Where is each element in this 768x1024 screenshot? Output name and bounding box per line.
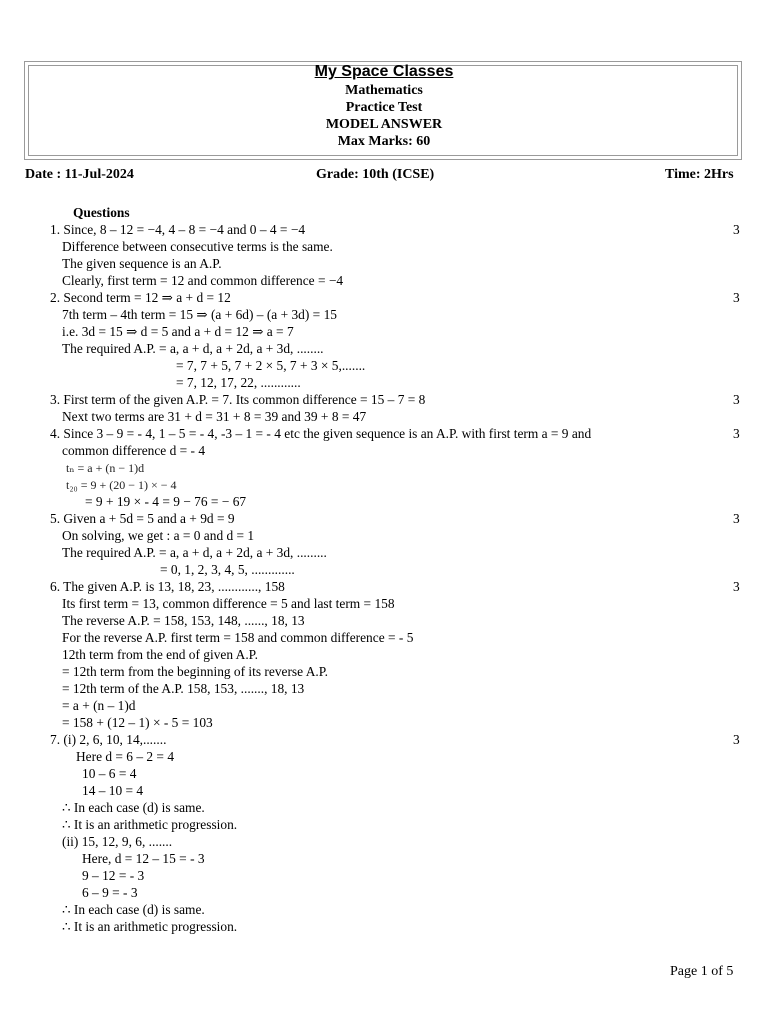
answer-line: Clearly, first term = 12 and common difference = −4 xyxy=(62,273,344,288)
answer-line: Here d = 6 – 2 = 4 xyxy=(76,749,175,764)
answer-line: The required A.P. = a, a + d, a + 2d, a + 3d, ........ xyxy=(62,341,324,356)
answer-line: = 0, 1, 2, 3, 4, 5, ............. xyxy=(160,562,295,577)
question-marks: 3 xyxy=(733,579,740,594)
answer-line: 2. Second term = 12 ⇒ a + d = 12 xyxy=(50,290,231,305)
answer-line: tₙ = a + (n − 1)d xyxy=(66,461,145,475)
institute-name: My Space Classes xyxy=(314,63,454,80)
answer-line: = 7, 7 + 5, 7 + 2 × 5, 7 + 3 × 5,....... xyxy=(176,358,366,373)
answer-line: ∴ In each case (d) is same. xyxy=(62,902,205,917)
grade: Grade: 10th (ICSE) xyxy=(316,167,435,182)
answer-line: For the reverse A.P. first term = 158 and common difference = - 5 xyxy=(62,630,414,645)
questions-heading: Questions xyxy=(73,205,130,220)
answer-line: ∴ It is an arithmetic progression. xyxy=(62,817,238,832)
answer-line: 7th term – 4th term = 15 ⇒ (a + 6d) – (a + 3d) = 15 xyxy=(62,307,337,322)
answer-type: MODEL ANSWER xyxy=(325,117,443,132)
answer-line: The given sequence is an A.P. xyxy=(62,256,222,271)
answer-line: i.e. 3d = 15 ⇒ d = 5 and a + d = 12 ⇒ a = 7 xyxy=(62,324,294,339)
answer-line: Here, d = 12 – 15 = - 3 xyxy=(82,851,205,866)
answer-line: = 9 + 19 × - 4 = 9 − 76 = − 67 xyxy=(85,494,247,509)
answer-line: The required A.P. = a, a + d, a + 2d, a + 3d, ......... xyxy=(62,545,327,560)
question-marks: 3 xyxy=(733,222,740,237)
answer-line: On solving, we get : a = 0 and d = 1 xyxy=(62,528,255,543)
answer-line: 9 – 12 = - 3 xyxy=(82,868,145,883)
test-type: Practice Test xyxy=(345,100,423,115)
answer-line: 4. Since 3 – 9 = - 4, 1 – 5 = - 4, -3 – 1 = - 4 etc the given sequence is an A.P. with first term a = 9 and xyxy=(50,426,592,441)
max-marks: Max Marks: 60 xyxy=(337,134,431,149)
answer-line: = 7, 12, 17, 22, ............ xyxy=(176,375,301,390)
answer-line: Its first term = 13, common difference = 5 and last term = 158 xyxy=(62,596,395,611)
answer-line: The reverse A.P. = 158, 153, 148, ......, 18, 13 xyxy=(62,613,305,628)
question-marks: 3 xyxy=(733,392,740,407)
subject-title: Mathematics xyxy=(345,83,423,98)
question-marks: 3 xyxy=(733,426,740,441)
answer-line: ∴ It is an arithmetic progression. xyxy=(62,919,238,934)
question-marks: 3 xyxy=(733,511,740,526)
answer-line: 6. The given A.P. is 13, 18, 23, ............, 158 xyxy=(50,579,285,594)
answer-line: 14 – 10 = 4 xyxy=(82,783,144,798)
answer-line: = 12th term of the A.P. 158, 153, ......., 18, 13 xyxy=(62,681,305,696)
page-number: Page 1 of 5 xyxy=(670,964,734,979)
answer-line: 3. First term of the given A.P. = 7. Its common difference = 15 – 7 = 8 xyxy=(50,392,426,407)
answer-line: 12th term from the end of given A.P. xyxy=(62,647,258,662)
answer-line: 7. (i) 2, 6, 10, 14,....... xyxy=(50,732,167,747)
test-date: Date : 11-Jul-2024 xyxy=(25,167,134,182)
question-marks: 3 xyxy=(733,290,740,305)
answer-line: ∴ In each case (d) is same. xyxy=(62,800,205,815)
question-marks: 3 xyxy=(733,732,740,747)
answer-line: (ii) 15, 12, 9, 6, ....... xyxy=(62,834,173,849)
answer-line: 10 – 6 = 4 xyxy=(82,766,137,781)
answer-line: = 158 + (12 – 1) × - 5 = 103 xyxy=(62,715,213,730)
answer-line: = a + (n – 1)d xyxy=(62,698,136,713)
duration: Time: 2Hrs xyxy=(665,167,734,182)
answer-line: 1. Since, 8 – 12 = −4, 4 – 8 = −4 and 0 – 4 = −4 xyxy=(50,222,306,237)
answer-line: common difference d = - 4 xyxy=(62,443,206,458)
answer-line: = 12th term from the beginning of its reverse A.P. xyxy=(62,664,329,679)
answer-line: Difference between consecutive terms is the same. xyxy=(62,239,333,254)
answer-line: 6 – 9 = - 3 xyxy=(82,885,138,900)
answer-line: Next two terms are 31 + d = 31 + 8 = 39 and 39 + 8 = 47 xyxy=(62,409,367,424)
answer-line: 5. Given a + 5d = 5 and a + 9d = 9 xyxy=(50,511,235,526)
answer-line: t₂₀ = 9 + (20 − 1) × − 4 xyxy=(66,478,177,492)
